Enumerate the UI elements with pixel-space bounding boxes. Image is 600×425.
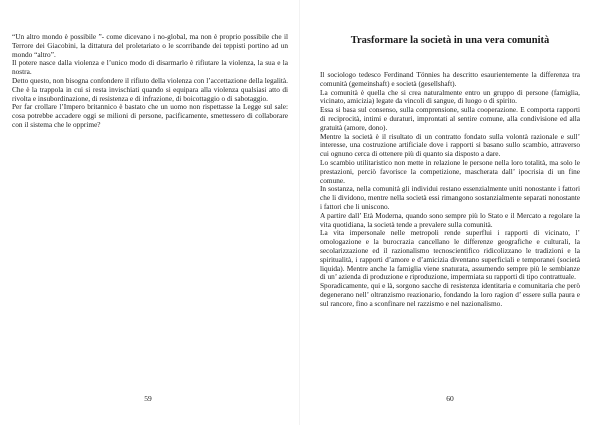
right-paragraph-4: Mentre la società è il risultato di un contratto fondato sulla volontà razionale e sull’ interesse, una costruzione artificiale dove i rapporti si basano sullo scambio, attraverso cui ognuno cerca di ottenere più di quanto sia disposto a dare.: [320, 131, 580, 159]
right-page: [300, 0, 600, 425]
right-paragraph-7: A partire dall’ Età Moderna, quando sono sempre più lo Stato e il Mercato a regolare la vita quotidiana, la società tende a prevalere sulla comunità.: [320, 210, 580, 229]
right-paragraph-2: La comunità è quella che si crea naturalmente entro un gruppo di persone (famiglia, vicinato, amicizia) legate da vincoli di sangue, di luogo o di spirito.: [320, 87, 580, 106]
left-paragraph-4: Per far crollare l’Impero britannico è bastato che un uomo non rispettasse la Legge sul sale: cosa potrebbe accadere oggi se milioni di persone, pacificamente, smettessero di collaborare con il sistema che le opprime?: [12, 102, 288, 129]
page-number-right: 60: [446, 394, 454, 403]
right-paragraph-8: La vita impersonale nelle metropoli rende superflui i rapporti di vicinato, l’ omologazione e la burocrazia cancellano le differenze geografiche e culturali, la secolarizzazione ed il razionalismo tecnoscientifico ridicolizzano le tradizioni e la spiritualità, i rapporti d’amore e d’amicizia diventano superficiali e temporanei (società liquida). Mentre anche la famiglia viene snaturata, assumendo sempre più le sembianze di un’ azienda di produzione e riproduzione, impermiata su rapporti di tipo contrattuale.: [320, 228, 580, 282]
right-paragraph-6: In sostanza, nella comunità gli individui restano essenzialmente uniti nonostante i fattori che li dividono, mentre nella società essi rimangono sostanzialmente separati nonostante i fattori che li uniscono.: [320, 184, 580, 211]
right-paragraph-9: Sporadicamente, qui e là, sorgono sacche di resistenza identitaria e comunitaria che però degenerano nell’ oltranzismo reazionario, fondando la loro ragion d’ essere sulla paura e sul rancore, fino a sconfinare nel razzismo e nel nazionalismo.: [320, 281, 580, 308]
left-paragraph-2: Il potere nasce dalla violenza e l’unico modo di disarmarlo è rifiutare la violenza, la sua e la nostra.: [12, 58, 288, 77]
right-paragraph-5: Lo scambio utilitaristico non mette in relazione le persone nella loro totalità, ma solo le prestazioni, perciò favorisce la competizione, mascherata dall’ ipocrisia di un fine comune.: [320, 157, 580, 185]
chapter-title: Trasformare la società in una vera comunità: [350, 35, 550, 46]
right-paragraph-1: Il sociologo tedesco Ferdinand Tönnies ha descritto esaurientemente la differenza tra comunità (gemeinshaft) e società (gesellshaft).: [320, 70, 580, 88]
right-paragraph-3: Essa si basa sul consenso, sulla comprensione, sulla cooperazione. E comporta rapporti di reciprocità, intimi e duraturi, improntati al sentire comune, alla condivisione ed alla gratuità (amore, dono).: [320, 105, 580, 132]
right-page-body: [320, 71, 580, 309]
left-page-body: [12, 33, 288, 130]
left-paragraph-1: “Un altro mondo è possibile ”- come dicevano i no-global, ma non è proprio possibile che il Terrore dei Giacobini, la dittatura del proletariato o le scorribande dei teppisti portino ad un mondo “altro”.: [12, 32, 288, 59]
left-paragraph-3: Detto questo, non bisogna confondere il rifiuto della violenza con l’accettazione della legalità. Che è la trappola in cui si resta invischiati quando si equipara alla violenza qualsiasi atto di rivolta e insubordinazione, di resistenza e di infrazione, di boicottaggio o di sabotaggio.: [12, 75, 288, 103]
page-number-left: 59: [144, 394, 152, 403]
